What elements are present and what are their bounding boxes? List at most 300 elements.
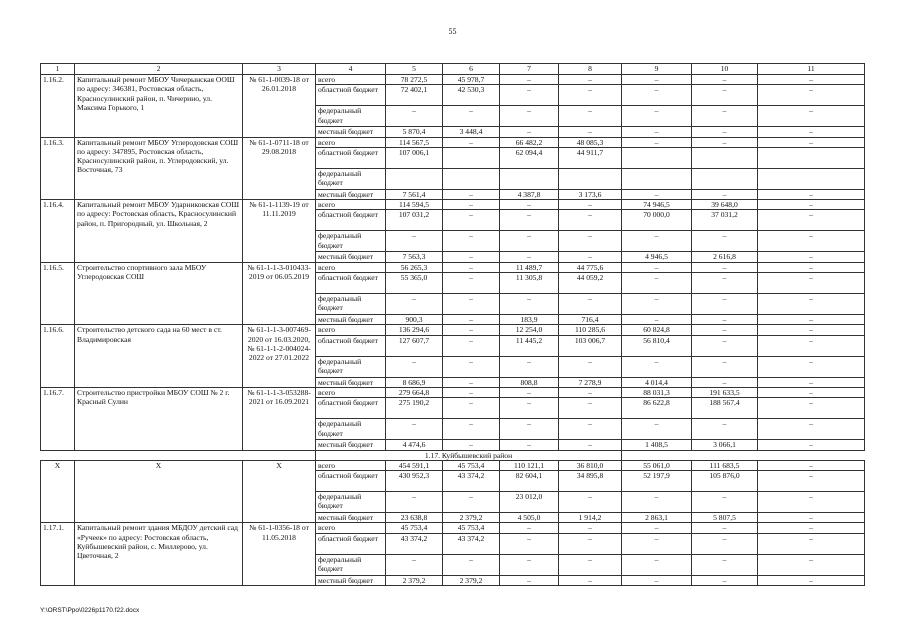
budget-value: – [443, 356, 500, 377]
funding-source: федеральный бюджет [316, 356, 386, 377]
budget-value: – [622, 554, 692, 575]
table-row [41, 75, 865, 85]
budget-value: 136 294,6 [386, 325, 443, 335]
budget-value: – [443, 387, 500, 397]
budget-value: 3 066,1 [692, 440, 758, 450]
budget-value: – [500, 575, 559, 585]
column-number: 4 [316, 64, 386, 75]
budget-value: 37 031,2 [692, 210, 758, 231]
budget-value: 191 633,5 [692, 387, 758, 397]
budget-value: – [758, 273, 865, 294]
budget-value: – [622, 294, 692, 315]
funding-source: местный бюджет [316, 513, 386, 523]
budget-value: 430 952,3 [386, 471, 443, 492]
budget-value: 74 946,5 [622, 200, 692, 210]
budget-value: – [559, 231, 622, 252]
funding-source: местный бюджет [316, 127, 386, 137]
budget-value: – [758, 575, 865, 585]
budget-value: 127 607,7 [386, 335, 443, 356]
budget-value: – [500, 231, 559, 252]
budget-value: – [758, 189, 865, 199]
budget-value: 44 775,6 [559, 262, 622, 272]
table-row [41, 262, 865, 272]
budget-value: – [500, 533, 559, 554]
budget-value: 114 594,5 [386, 200, 443, 210]
budget-value: – [443, 137, 500, 147]
object-name: Строительство детского сада на 60 мест в ст. Владимировская [75, 325, 243, 388]
budget-value: – [758, 356, 865, 377]
budget-value: – [758, 325, 865, 335]
object-name: Капитальный ремонт МБОУ Углеродовская СОШ по адресу: 347895, Ростовская область, Красносулинский район, п. Углеродовский, ул. Восточная, 73 [75, 137, 243, 200]
object-name: Капитальный ремонт МБОУ Ударниковская СОШ по адресу: Ростовская область, Красносулинский район, п. Пригородный, ул. Школьная, 2 [75, 200, 243, 263]
budget-value: – [500, 252, 559, 262]
item-number: 1.16.4. [41, 200, 75, 263]
budget-value: – [758, 252, 865, 262]
budget-value: 62 094,4 [500, 147, 559, 168]
budget-value: – [692, 554, 758, 575]
column-number: 5 [386, 64, 443, 75]
budget-value: 12 254,0 [500, 325, 559, 335]
document-number: № 61-1-1139-19 от 11.11.2019 [243, 200, 316, 263]
budget-value: – [622, 231, 692, 252]
column-number: 6 [443, 64, 500, 75]
document-number: № 61-1-1-3-007469-2020 от 16.03.2020, № 61-1-1-2-004024-2022 от 27.01.2022 [243, 325, 316, 388]
funding-source: федеральный бюджет [316, 168, 386, 189]
budget-value: 2 379,2 [443, 513, 500, 523]
budget-value: – [559, 523, 622, 533]
budget-value: – [559, 440, 622, 450]
budget-value: 56 265,3 [386, 262, 443, 272]
budget-value: – [692, 315, 758, 325]
budget-value: 88 031,3 [622, 387, 692, 397]
funding-source: всего [316, 137, 386, 147]
budget-value: 45 753,4 [443, 523, 500, 533]
funding-source: областной бюджет [316, 210, 386, 231]
budget-value: – [443, 335, 500, 356]
column-number-row [41, 64, 865, 75]
funding-source: областной бюджет [316, 335, 386, 356]
budget-value: – [443, 377, 500, 387]
budget-value: – [559, 575, 622, 585]
item-number: 1.16.5. [41, 262, 75, 325]
budget-value: – [758, 533, 865, 554]
budget-value: 70 000,0 [622, 210, 692, 231]
budget-value: – [500, 85, 559, 106]
budget-value: – [443, 315, 500, 325]
object-name: Строительство спортивного зала МБОУ Углеродовская СОШ [75, 262, 243, 325]
budget-value [443, 168, 500, 189]
column-number: 7 [500, 64, 559, 75]
budget-value: 5 807,5 [692, 513, 758, 523]
budget-value: – [559, 554, 622, 575]
budget-value: 2 379,2 [443, 575, 500, 585]
file-path-footer: Y:\ORST\Ppo\0226p1170.f22.docx [40, 607, 140, 614]
budget-value: – [443, 262, 500, 272]
budget-value: – [758, 398, 865, 419]
budget-value: 188 567,4 [692, 398, 758, 419]
budget-value: – [692, 106, 758, 127]
column-number: 8 [559, 64, 622, 75]
budget-value [386, 168, 443, 189]
budget-value: – [622, 356, 692, 377]
budget-value: – [758, 75, 865, 85]
budget-value: – [758, 137, 865, 147]
item-number: 1.17.1. [41, 523, 75, 586]
budget-value: 4 387,8 [500, 189, 559, 199]
budget-value: – [758, 523, 865, 533]
budget-value: – [622, 137, 692, 147]
budget-value: – [500, 200, 559, 210]
budget-value: 2 616,8 [692, 252, 758, 262]
budget-value: 11 305,8 [500, 273, 559, 294]
budget-value: – [622, 75, 692, 85]
funding-source: федеральный бюджет [316, 231, 386, 252]
budget-value: – [500, 106, 559, 127]
funding-source: местный бюджет [316, 575, 386, 585]
funding-source: местный бюджет [316, 440, 386, 450]
table-row [41, 523, 865, 533]
budget-value: 86 622,8 [622, 398, 692, 419]
budget-value: – [692, 335, 758, 356]
budget-value: – [500, 398, 559, 419]
item-number: 1.16.2. [41, 75, 75, 138]
funding-source: федеральный бюджет [316, 419, 386, 440]
budget-value: – [386, 231, 443, 252]
funding-source: федеральный бюджет [316, 492, 386, 513]
budget-value: – [443, 231, 500, 252]
budget-value: – [622, 127, 692, 137]
column-number: 9 [622, 64, 692, 75]
budget-value: – [758, 200, 865, 210]
budget-value [443, 147, 500, 168]
budget-value: – [758, 262, 865, 272]
page-number: 55 [448, 27, 457, 36]
budget-value: – [622, 575, 692, 585]
budget-value: – [758, 492, 865, 513]
document-number: № 61-1-0356-18 от 11.05.2018 [243, 523, 316, 586]
budget-value: 4 505,0 [500, 513, 559, 523]
budget-value: 111 683,5 [692, 460, 758, 470]
budget-value: – [622, 262, 692, 272]
budget-value: – [692, 356, 758, 377]
budget-value: – [692, 575, 758, 585]
budget-value: 7 278,9 [559, 377, 622, 387]
budget-value: – [692, 325, 758, 335]
budget-value: – [692, 377, 758, 387]
budget-value: – [758, 460, 865, 470]
budget-value: – [758, 377, 865, 387]
budget-value: 454 591,1 [386, 460, 443, 470]
budget-value: – [500, 419, 559, 440]
budget-value [622, 147, 692, 168]
budget-value: – [559, 387, 622, 397]
column-number: 3 [243, 64, 316, 75]
budget-value: – [559, 200, 622, 210]
budget-value: – [443, 189, 500, 199]
budget-value: – [500, 294, 559, 315]
x-marker: Х [243, 460, 316, 523]
budget-value: – [443, 294, 500, 315]
item-number: 1.16.7. [41, 387, 75, 450]
budget-value: 11 489,7 [500, 262, 559, 272]
object-name: Капитальный ремонт МБОУ Чичерынская ООШ по адресу: 346381, Ростовская область, Красносулинский район, п. Чичерино, ул. Максима Горького, 1 [75, 75, 243, 138]
budget-table [40, 63, 865, 586]
budget-value: – [622, 106, 692, 127]
budget-value: – [622, 533, 692, 554]
budget-value: 42 530,3 [443, 85, 500, 106]
budget-value: 1 408,5 [622, 440, 692, 450]
budget-value: 900,3 [386, 315, 443, 325]
budget-value: – [622, 85, 692, 106]
budget-value: 11 445,2 [500, 335, 559, 356]
funding-source: областной бюджет [316, 398, 386, 419]
budget-value: – [500, 523, 559, 533]
funding-source: всего [316, 262, 386, 272]
budget-value: – [758, 554, 865, 575]
budget-value: – [559, 85, 622, 106]
budget-value: – [622, 492, 692, 513]
budget-value [559, 168, 622, 189]
funding-source: всего [316, 75, 386, 85]
budget-value: 103 006,7 [559, 335, 622, 356]
budget-value: 66 482,2 [500, 137, 559, 147]
budget-value: – [692, 419, 758, 440]
budget-value: – [386, 554, 443, 575]
budget-value: – [692, 127, 758, 137]
budget-value: 36 810,0 [559, 460, 622, 470]
budget-value: 114 567,5 [386, 137, 443, 147]
budget-value: – [692, 85, 758, 106]
budget-value: – [758, 513, 865, 523]
budget-value [692, 168, 758, 189]
budget-value: – [622, 315, 692, 325]
table-row [41, 460, 865, 470]
funding-source: федеральный бюджет [316, 294, 386, 315]
budget-value [692, 147, 758, 168]
budget-value: – [500, 127, 559, 137]
budget-value: 7 561,4 [386, 189, 443, 199]
funding-source: местный бюджет [316, 315, 386, 325]
budget-value: – [692, 273, 758, 294]
budget-value: – [622, 273, 692, 294]
budget-value: 72 402,1 [386, 85, 443, 106]
budget-value: – [559, 398, 622, 419]
funding-source: местный бюджет [316, 377, 386, 387]
budget-value: – [692, 262, 758, 272]
budget-value: 44 059,2 [559, 273, 622, 294]
budget-value: – [622, 189, 692, 199]
item-number: 1.16.3. [41, 137, 75, 200]
budget-value: 48 085,3 [559, 137, 622, 147]
budget-value: 110 121,1 [500, 460, 559, 470]
funding-source: федеральный бюджет [316, 106, 386, 127]
budget-value: – [443, 554, 500, 575]
budget-value [758, 168, 865, 189]
budget-value: – [443, 492, 500, 513]
budget-value: 56 810,4 [622, 335, 692, 356]
budget-value: – [443, 210, 500, 231]
budget-value: 110 285,6 [559, 325, 622, 335]
document-number: № 61-1-0711-18 от 29.08.2018 [243, 137, 316, 200]
funding-source: всего [316, 387, 386, 397]
budget-value: 52 197,9 [622, 471, 692, 492]
budget-value: – [758, 210, 865, 231]
budget-value: – [443, 398, 500, 419]
budget-value: – [386, 294, 443, 315]
column-number: 10 [692, 64, 758, 75]
funding-source: всего [316, 200, 386, 210]
budget-value: – [559, 419, 622, 440]
budget-value: – [559, 356, 622, 377]
budget-value: 808,8 [500, 377, 559, 387]
object-name: Строительство пристройки МБОУ СОШ № 2 г. Красный Сулин [75, 387, 243, 450]
budget-value: – [758, 315, 865, 325]
budget-value: 279 664,8 [386, 387, 443, 397]
budget-value [622, 168, 692, 189]
budget-value: 7 563,3 [386, 252, 443, 262]
budget-value: 183,9 [500, 315, 559, 325]
budget-value: 2 863,1 [622, 513, 692, 523]
document-number: № 61-1-1-3-010433-2019 от 06.05.2019 [243, 262, 316, 325]
budget-value: – [500, 554, 559, 575]
budget-value: – [758, 387, 865, 397]
funding-source: местный бюджет [316, 252, 386, 262]
x-marker: Х [75, 460, 243, 523]
budget-value: – [622, 419, 692, 440]
budget-value: 4 474,6 [386, 440, 443, 450]
budget-value [758, 147, 865, 168]
budget-value: – [758, 419, 865, 440]
document-number: № 61-1-1-3-053288-2021 от 16.09.2021 [243, 387, 316, 450]
object-name: Капитальный ремонт здания МБДОУ детский сад «Ручеек» по адресу: Ростовская область, Куйбышевский район, с. Миллерово, ул. Цветочная, 2 [75, 523, 243, 586]
budget-value: – [692, 231, 758, 252]
budget-value: 82 604,1 [500, 471, 559, 492]
budget-value: 23 638,8 [386, 513, 443, 523]
budget-value: – [443, 106, 500, 127]
budget-value: 105 876,0 [692, 471, 758, 492]
funding-source: федеральный бюджет [316, 554, 386, 575]
budget-value: – [559, 533, 622, 554]
budget-value: – [443, 273, 500, 294]
budget-value: – [559, 127, 622, 137]
budget-value: 43 374,2 [386, 533, 443, 554]
budget-value: 3 173,6 [559, 189, 622, 199]
budget-value: 78 272,5 [386, 75, 443, 85]
budget-value: – [386, 492, 443, 513]
item-number: 1.16.6. [41, 325, 75, 388]
budget-value: 45 753,4 [386, 523, 443, 533]
budget-value: – [500, 387, 559, 397]
funding-source: областной бюджет [316, 273, 386, 294]
x-marker: Х [41, 460, 75, 523]
budget-value: – [443, 419, 500, 440]
budget-value: – [500, 356, 559, 377]
budget-value: – [443, 325, 500, 335]
budget-value: – [692, 75, 758, 85]
funding-source: областной бюджет [316, 147, 386, 168]
budget-value: – [386, 419, 443, 440]
budget-value: – [692, 523, 758, 533]
budget-value: 45 753,4 [443, 460, 500, 470]
budget-value: – [559, 294, 622, 315]
budget-value: 3 448,4 [443, 127, 500, 137]
budget-value: 275 190,2 [386, 398, 443, 419]
budget-value: 107 006,1 [386, 147, 443, 168]
funding-source: местный бюджет [316, 189, 386, 199]
budget-value: – [500, 210, 559, 231]
budget-value: 34 895,8 [559, 471, 622, 492]
funding-source: областной бюджет [316, 471, 386, 492]
budget-value: – [692, 533, 758, 554]
table-row [41, 200, 865, 210]
budget-value: – [758, 335, 865, 356]
budget-value: 44 911,7 [559, 147, 622, 168]
budget-value: – [692, 137, 758, 147]
budget-value: 55 365,0 [386, 273, 443, 294]
budget-value: – [386, 106, 443, 127]
budget-value: – [559, 75, 622, 85]
budget-value: 23 012,0 [500, 492, 559, 513]
column-number: 11 [758, 64, 865, 75]
column-number: 2 [75, 64, 243, 75]
budget-value: 43 374,2 [443, 471, 500, 492]
budget-value: – [758, 471, 865, 492]
budget-value: 39 648,0 [692, 200, 758, 210]
budget-value: – [559, 252, 622, 262]
document-number: № 61-1-0039-18 от 26.01.2018 [243, 75, 316, 138]
budget-value: – [758, 106, 865, 127]
district-title: 1.17. Куйбышевский район [316, 450, 622, 460]
budget-value: – [500, 440, 559, 450]
budget-value: – [692, 492, 758, 513]
budget-value: – [758, 231, 865, 252]
budget-value: – [758, 294, 865, 315]
budget-value: 43 374,2 [443, 533, 500, 554]
budget-value: – [443, 252, 500, 262]
district-header-row [41, 450, 865, 460]
budget-value: 45 978,7 [443, 75, 500, 85]
budget-value: – [443, 200, 500, 210]
budget-value: 107 031,2 [386, 210, 443, 231]
budget-value: – [692, 294, 758, 315]
funding-source: областной бюджет [316, 85, 386, 106]
budget-value: 8 686,9 [386, 377, 443, 387]
budget-value: 2 379,2 [386, 575, 443, 585]
budget-value: – [386, 356, 443, 377]
budget-value: 1 914,2 [559, 513, 622, 523]
funding-source: всего [316, 460, 386, 470]
budget-value: – [500, 75, 559, 85]
budget-value: 4 946,5 [622, 252, 692, 262]
budget-value: 60 824,8 [622, 325, 692, 335]
funding-source: всего [316, 523, 386, 533]
budget-value: – [622, 523, 692, 533]
budget-value: 55 061,0 [622, 460, 692, 470]
budget-value: – [559, 210, 622, 231]
table-row [41, 387, 865, 397]
funding-source: областной бюджет [316, 533, 386, 554]
table-row [41, 137, 865, 147]
budget-value: – [758, 440, 865, 450]
table-row [41, 325, 865, 335]
budget-value: – [559, 106, 622, 127]
funding-source: всего [316, 325, 386, 335]
column-number: 1 [41, 64, 75, 75]
budget-value [500, 168, 559, 189]
budget-value: – [758, 127, 865, 137]
budget-value: – [443, 440, 500, 450]
budget-value: 716,4 [559, 315, 622, 325]
